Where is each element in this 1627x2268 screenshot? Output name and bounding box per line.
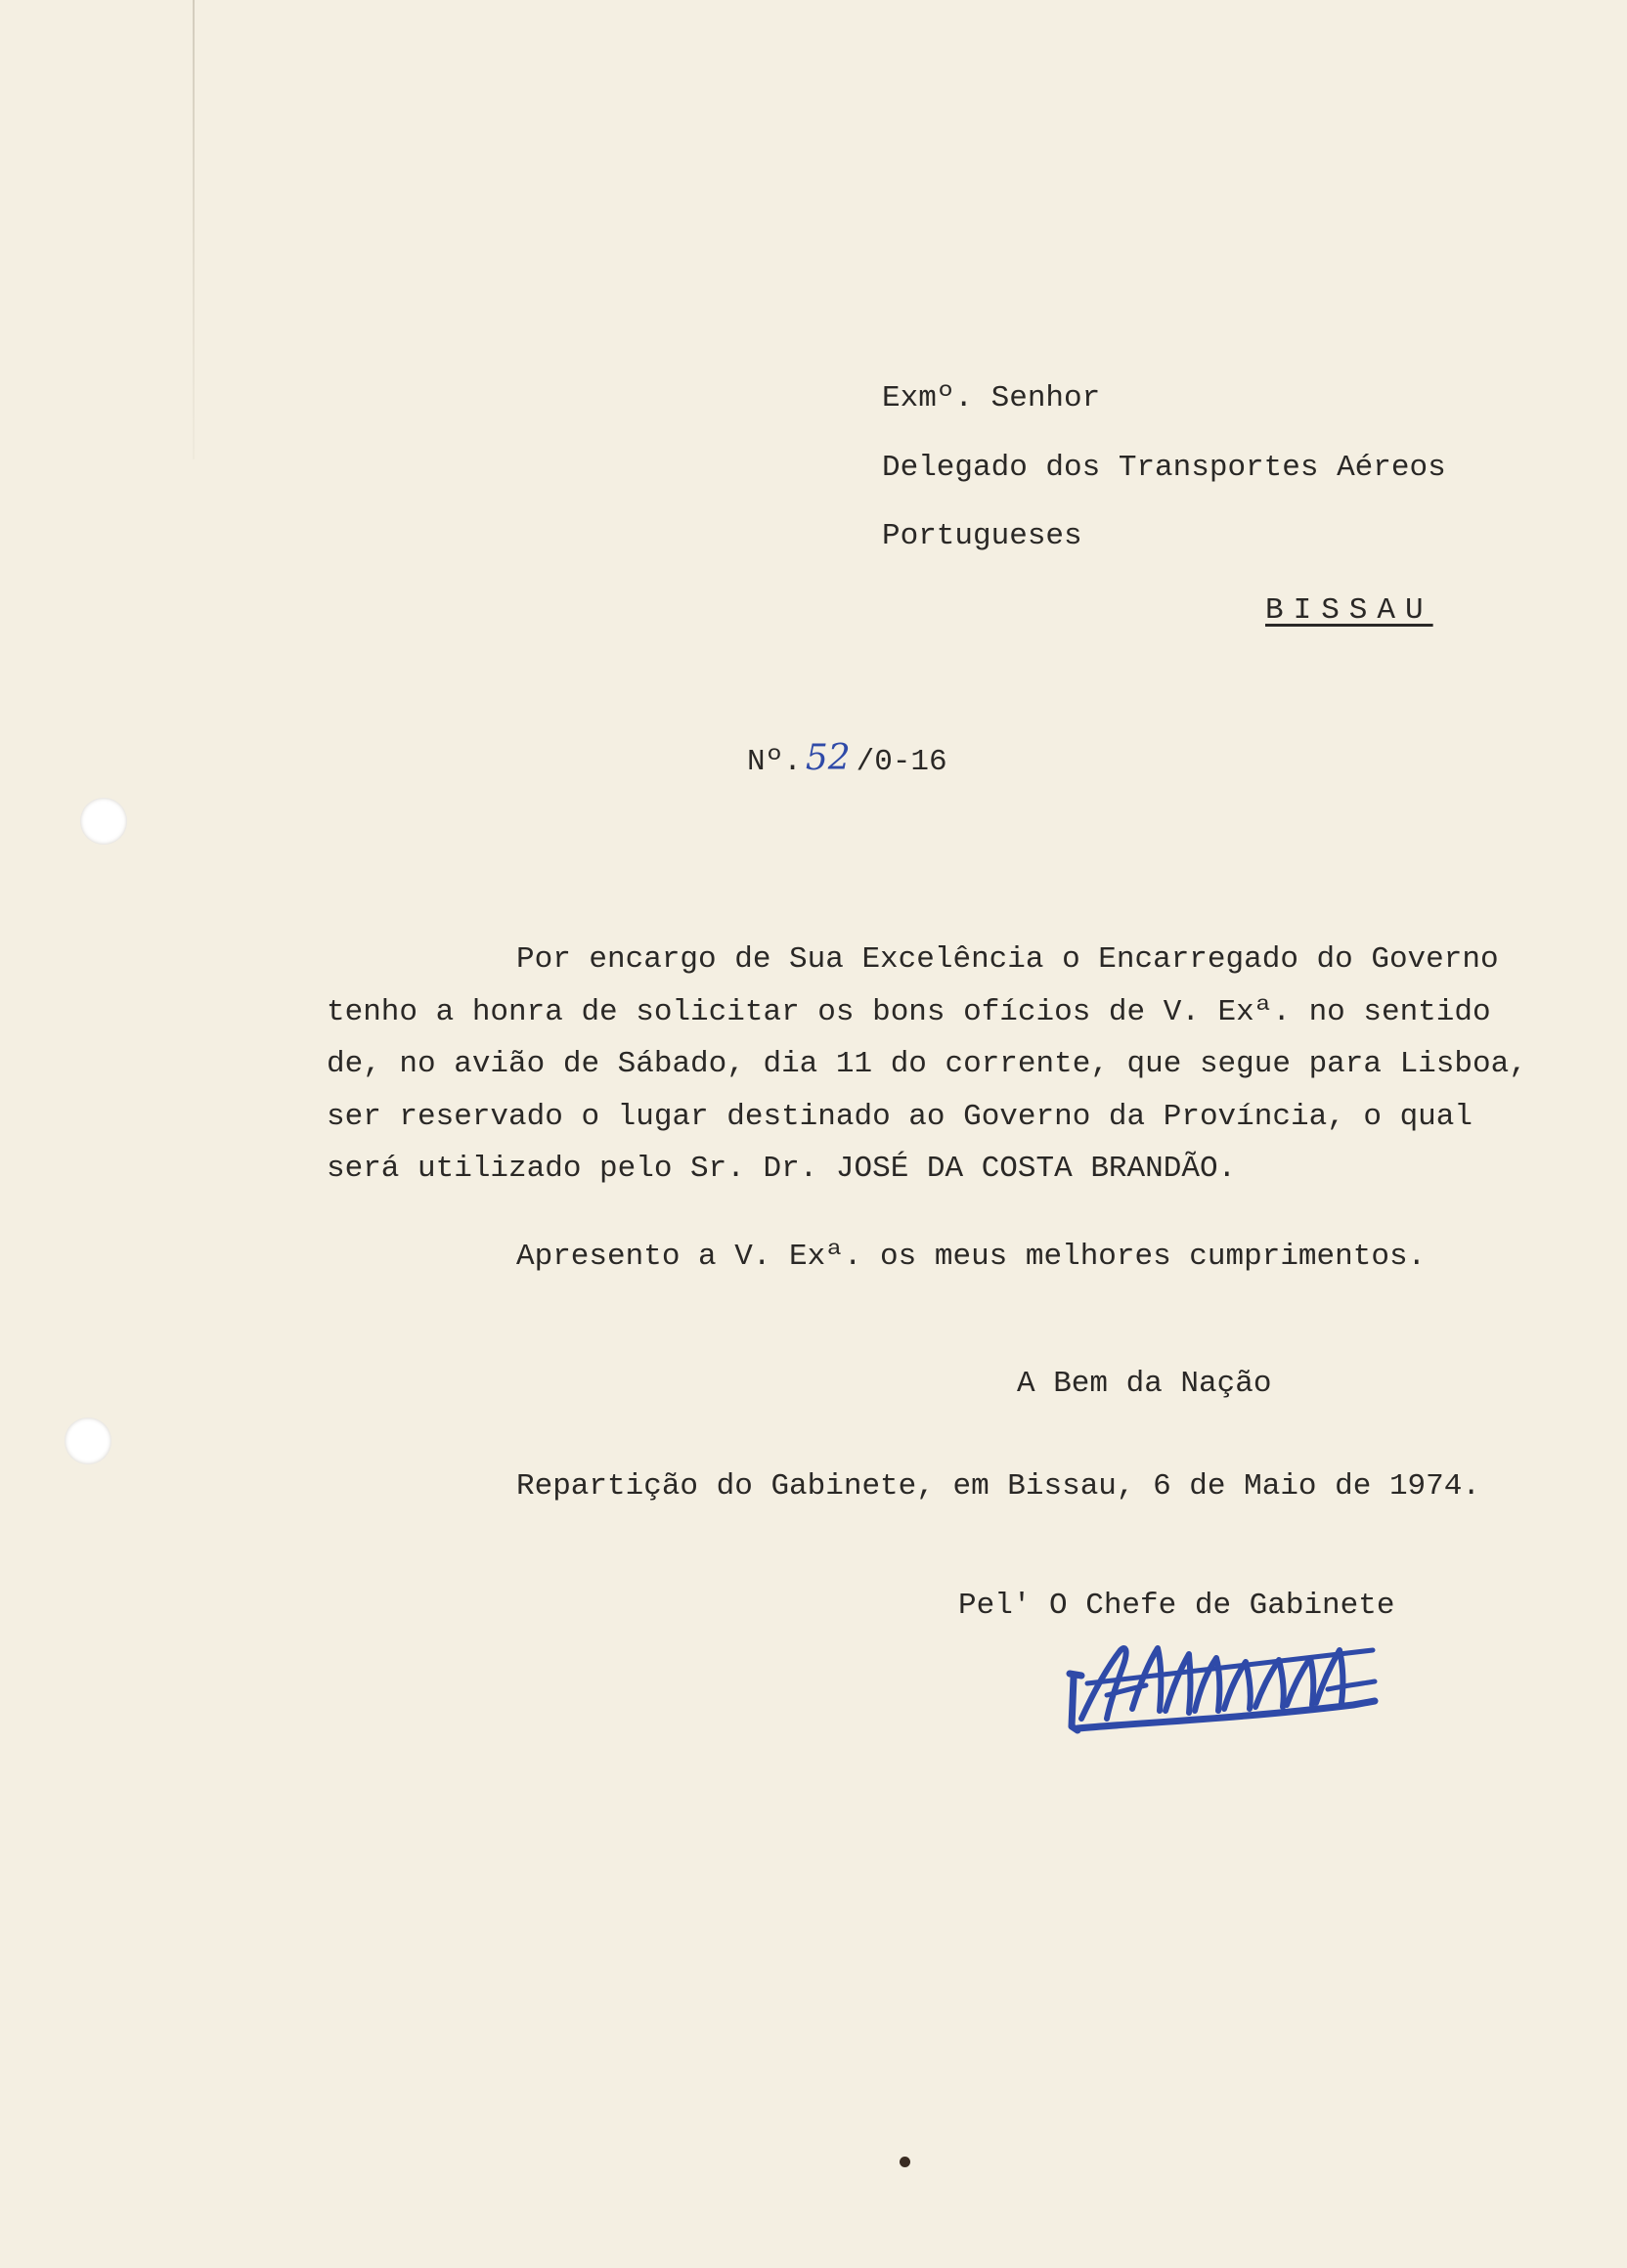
reference-number: [747, 738, 947, 779]
punch-hole-top: [80, 798, 127, 845]
salutation: A Bem da Nação: [1017, 1367, 1272, 1401]
body-line: ser reservado o lugar destinado ao Governo da Província, o qual: [327, 1100, 1473, 1134]
handwritten-signature: [1064, 1625, 1386, 1742]
place-and-date: Repartição do Gabinete, em Bissau, 6 de Maio de 1974.: [516, 1469, 1480, 1504]
body-line: será utilizado pelo Sr. Dr. JOSÉ DA COSTA BRANDÃO.: [327, 1152, 1237, 1186]
addressee-salutation: Exmº. Senhor: [882, 381, 1101, 415]
paper-fold-line: [193, 0, 195, 459]
reference-prefix: Nº.: [747, 745, 802, 779]
closing-line: Apresento a V. Exª. os meus melhores cumprimentos.: [516, 1240, 1427, 1274]
reference-suffix: /0-16: [856, 745, 947, 779]
addressee-title: Delegado dos Transportes Aéreos: [882, 451, 1446, 485]
addressee-title-continued: Portugueses: [882, 519, 1082, 553]
signatory-title: Pel' O Chefe de Gabinete: [958, 1589, 1395, 1623]
reference-handwritten-number: 52: [805, 738, 851, 778]
body-line: tenho a honra de solicitar os bons ofícios de V. Exª. no sentido: [327, 995, 1491, 1029]
body-line: de, no avião de Sábado, dia 11 do corrente, que segue para Lisboa,: [327, 1047, 1527, 1081]
punch-hole-bottom: [65, 1418, 111, 1464]
ink-speck: [900, 2157, 910, 2167]
body-line: Por encargo de Sua Excelência o Encarregado do Governo: [516, 942, 1499, 977]
addressee-city: BISSAU: [1265, 593, 1433, 628]
